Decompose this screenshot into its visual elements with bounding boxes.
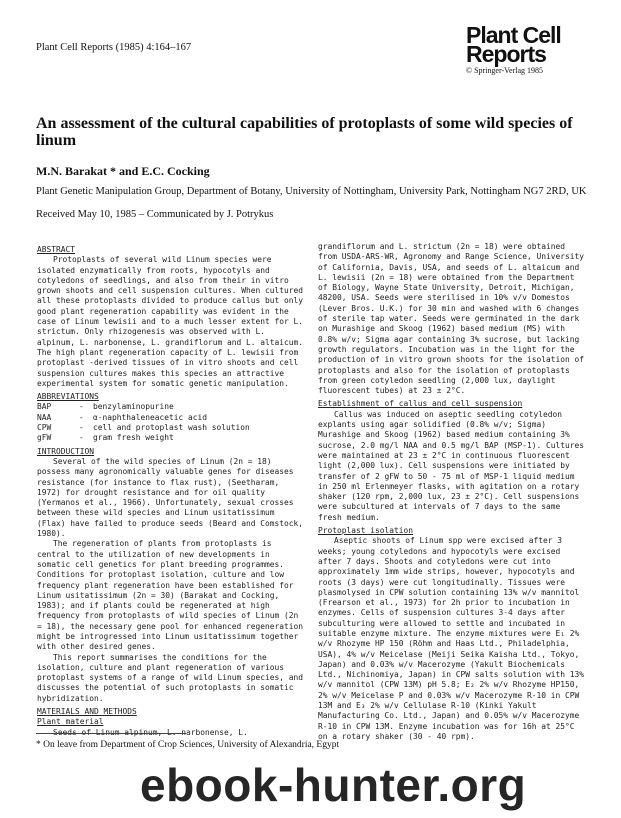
received-line: Received May 10, 1985 – Communicated by J. Potrykus [36,209,274,220]
methods-heading: MATERIALS AND METHODS [37,707,137,717]
article-authors: M.N. Barakat * and E.C. Cocking [36,164,210,178]
watermark: ebook-hunter.org [140,759,527,811]
abbr-definition: cell and protoplast wash solution [93,423,250,433]
abbr-row [37,402,305,412]
abbr-dash: - [79,423,84,433]
abbr-key: gFW [37,433,52,443]
logo-copyright: © Springer-Verlag 1985 [466,66,544,75]
plant-material-paragraph: Seeds of Linum alpinum, L. narbonense, L. [53,727,248,737]
abbr-definition: gram fresh weight [93,433,174,443]
journal-citation: Plant Cell Reports (1985) 4:164–167 [36,42,192,53]
abbreviations-heading: ABBREVIATIONS [37,392,99,402]
abbr-definition: benzylaminopurine [93,402,174,412]
abbr-row [37,433,305,443]
left-column [37,242,305,738]
journal-logo [466,22,596,75]
protoplast-isolation-heading: Protoplast isolation [318,526,414,536]
logo-line-1: Plant Cell [466,22,561,48]
footnote: * On leave from Department of Crop Sciences, University of Alexandria, Egypt [36,740,340,750]
abbr-key: CPW [37,423,52,433]
abstract-text: Protoplasts of several wild Linum species were isolated enzymatically from roots, hypocotyls and cotyledons of seedlings, and also from their in vitro grown shoots and cell suspension cultures. When cultured all these protoplasts divided to produce callus but only good plant regeneration capability was evident in the case of Linum lewisii and to a much lesser extent for L. strictum. Only rhizogenesis was observed with L. alpinum, L. narbonense, L. grandiflorum and L. altaicum. The high plant regeneration capacity of L. lewisii from protoplast -derived tissues of in vitro shoots and cell suspension cultures makes this species an attractive experimental system for somatic genetic manipulation. [37,255,304,388]
callus-heading: Establishment of callus and cell suspension [318,399,523,409]
callus-paragraph: Callus was induced on aseptic seedling cotyledon explants using agar solidified (0.8% w/v; Sigma) Murashige and Skoog (1962) based medium containing 3% sucrose, 2.0 mg/l NAA and 0.5 mg/l BAP (MSP-1). Cultures were maintained at 23 ± 2°C in continuous fluorescent light (2,000 lux). Cell suspensions were initiated by transfer of 2 gFW to 50 - 75 ml of MSP-1 liquid medium in 250 ml Erlenmeyer flasks, with agitation on a rotary shaker (120 rpm, 2,000 lux, 23 ± 2°C). Cell suspensions were subcultured at intervals of 7 days to the same fresh medium. [318,409,585,522]
introduction-paragraph-1: Several of the wild species of Linum (2n = 18) possess many agronomically valuable genes for diseases resistance (for instance to flax rust), (Seetharam, 1972) for drought resistance and for oil quality (Yermanos et al., 1966). Unfortunately, sexual crosses between these wild species and Linum usitatissimum (Flax) have failed to produce seeds (Beard and Comstock, 1980). [37,456,304,539]
abbr-row [37,413,305,423]
abbr-key: BAP [37,402,52,412]
article-title: An assessment of the cultural capabilities of protoplasts of some wild species of linum [36,115,573,149]
abbr-dash: - [79,412,84,422]
abbr-definition: α-naphthaleneacetic acid [93,412,208,422]
logo-line-2: Reports [466,41,546,67]
abbr-row [37,423,305,433]
footnote-rule [36,733,186,734]
abbr-dash: - [79,402,84,412]
plant-material-heading: Plant material [37,717,104,727]
right-column [318,242,586,742]
introduction-paragraph-3: This report summarises the conditions for the isolation, culture and plant regeneration of various protoplast systems of a range of wild Linum species, and discusses the potential of such protoplasts in somatic hybridization. [37,652,304,703]
abbr-dash: - [79,433,84,443]
protoplast-isolation-paragraph: Aseptic shoots of Linum spp were excised after 3 weeks; young cotyledons and hypocotyls were excised after 7 days. Shoots and cotyledons were cut into approximately 1mm wide strips, however, hypocotyls and roots (3 days) were cut longitudinally. Tissues were plasmolysed in CPW solution containing 13% w/v mannitol (Frearson et al., 1973) for 2h prior to incubation in enzymes. Cells of suspension cultures 3-4 days after subculturing were allowed to settle and incubated in suitable enzyme mixture. The enzyme mixtures were E₁ 2% w/v Rhozyme HP 150 (Röhm and Haas Ltd., Philadelphia, USA), 4% w/v Meicelase (Meiji Seika Kaisha Ltd., Tokyo, Japan) and 0.03% w/v Macerozyme (Yakult Biochemicals Ltd., Nichinomiya, Japan) in CPW salts solution with 13% w/v mannitol (CPW 13M) pH 5.8; E₂ 2% w/v Rhozyme HP150, 2% w/v Meicelase P and 0.03% w/v Macerozyme R-10 in CPW 13M and E₃ 2% w/v Cellulase R-10 (Kinki Yakult Manufacturing Co. Ltd., Japan) and 0.05% w/v Macerozyme R-10 in CPW 13M. Enzyme incubation was for 16h at 25°C on a rotary shaker (30 - 40 rpm). [318,536,585,741]
plant-material-continued: grandiflorum and L. strictum (2n = 18) were obtained from USDA-ARS-WR, Agronomy and Range Science, University of California, Davis, USA, and seeds of L. altaicum and L. lewisii (2n = 18) were obtained from the Department of Biology, Wayne State University, Detroit, Michigan, 48200, USA. Seeds were sterilised in 10% v/v Domestos (Lever Bros. U.K.) for 30 min and washed with 6 changes of sterile tap water. Seeds were germinated in the dark on Murashige and Skoog (1962) based medium (MS) with 0.8% w/v; Sigma agar containing 3% sucrose, but lacking growth regulators. Incubation was in the light for the production of in vitro grown shoots for the isolation of protoplasts and also for the isolation of protoplasts from green cotyledon seedling (2,000 lux, daylight fluorescent tubes) at 23 ± 2°C. [318,242,585,396]
introduction-paragraph-2: The regeneration of plants from protoplasts is central to the utilization of new developments in somatic cell genetics for plant breeding programmes. Conditions for protoplast isolation, culture and low frequency plant regeneration have been established for Linum usitatissimum (2n = 30) (Barakat and Cocking, 1983); and if plants could be regenerated at high frequency from protoplasts of wild species of Linum (2n = 18), the necessary gene pool for enhanced regeneration might be introgressed into Linum usitatissimum together with other desired genes. [37,539,304,652]
introduction-heading: INTRODUCTION [37,446,95,456]
abstract-heading: ABSTRACT [37,245,76,254]
article-affiliation: Plant Genetic Manipulation Group, Department of Botany, University of Nottingham, University Park, Nottingham NG7 2RD, UK [36,186,587,197]
abbreviations-list [37,402,305,443]
abbr-key: NAA [37,412,52,422]
